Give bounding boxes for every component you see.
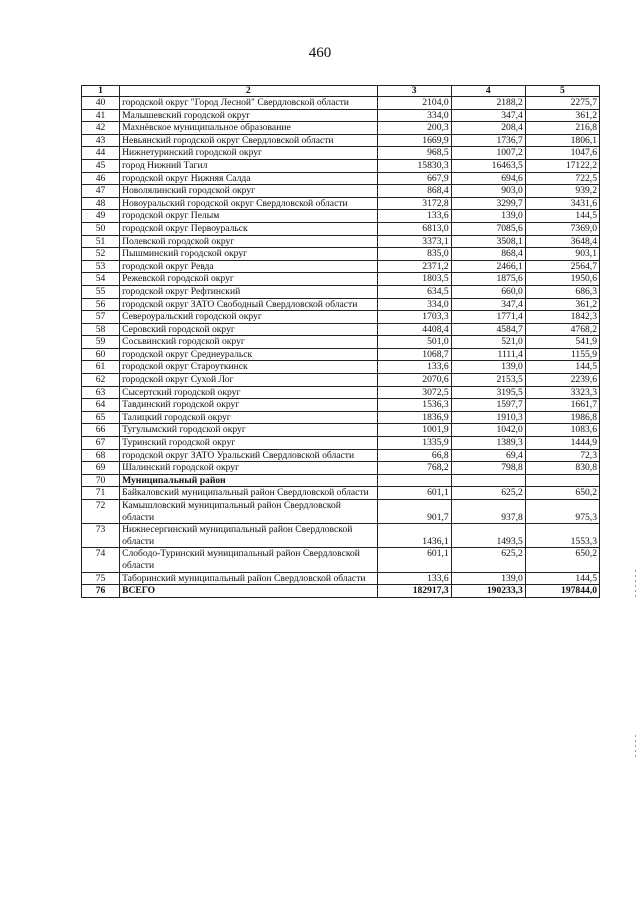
value-col-4: 1875,6 — [451, 273, 525, 286]
row-number: 52 — [82, 248, 120, 261]
value-col-5: 903,1 — [525, 248, 599, 261]
table-row — [82, 273, 600, 286]
value-col-3: 66,8 — [377, 449, 451, 462]
municipality-name: Нижнетуринский городской округ — [120, 147, 377, 160]
value-col-3: 601,1 — [377, 548, 451, 572]
value-col-4: 521,0 — [451, 336, 525, 349]
value-col-4: 868,4 — [451, 248, 525, 261]
table-row — [82, 298, 600, 311]
value-col-5: 1950,6 — [525, 273, 599, 286]
value-col-3: 6813,0 — [377, 222, 451, 235]
row-number: 76 — [82, 585, 120, 598]
value-col-3: 133,6 — [377, 572, 451, 585]
table-row — [82, 336, 600, 349]
value-col-4: 1736,7 — [451, 134, 525, 147]
table-row — [82, 474, 600, 487]
row-number: 49 — [82, 210, 120, 223]
table-row — [82, 449, 600, 462]
value-col-3: 15830,3 — [377, 159, 451, 172]
value-col-3: 133,6 — [377, 361, 451, 374]
value-col-5: 3648,4 — [525, 235, 599, 248]
value-col-4: 3195,5 — [451, 386, 525, 399]
value-col-3: 768,2 — [377, 462, 451, 475]
value-col-4: 69,4 — [451, 449, 525, 462]
value-col-3: 1436,1 — [377, 524, 451, 548]
value-col-4: 1111,4 — [451, 348, 525, 361]
table-row — [82, 109, 600, 122]
value-col-5: 2564,7 — [525, 260, 599, 273]
value-col-3: 1001,9 — [377, 424, 451, 437]
value-col-3: 1335,9 — [377, 437, 451, 450]
row-number: 55 — [82, 285, 120, 298]
table-row — [82, 147, 600, 160]
row-number: 61 — [82, 361, 120, 374]
table-row — [82, 159, 600, 172]
table-row — [82, 361, 600, 374]
municipality-name: Махнёвское муниципальное образование — [120, 122, 377, 135]
value-col-3: 968,5 — [377, 147, 451, 160]
row-number: 42 — [82, 122, 120, 135]
municipality-name: Камышловский муниципальный район Свердловской области — [120, 500, 377, 524]
value-col-3: 200,3 — [377, 122, 451, 135]
municipality-name: городской округ Пелым — [120, 210, 377, 223]
municipality-name: Байкаловский муниципальный район Свердловской области — [120, 487, 377, 500]
value-col-4: 1493,5 — [451, 524, 525, 548]
table-row — [82, 285, 600, 298]
row-number: 41 — [82, 109, 120, 122]
table-row — [82, 399, 600, 412]
scan-margin-mark — [635, 735, 636, 757]
value-col-5: 1553,3 — [525, 524, 599, 548]
municipality-name: Новоуральский городской округ Свердловской области — [120, 197, 377, 210]
value-col-3: 1803,5 — [377, 273, 451, 286]
table-row — [82, 222, 600, 235]
value-col-3: 1703,3 — [377, 311, 451, 324]
municipality-name: Тугулымский городской округ — [120, 424, 377, 437]
table-row — [82, 548, 600, 572]
table-row — [82, 260, 600, 273]
value-col-5: 1806,1 — [525, 134, 599, 147]
table-row — [82, 210, 600, 223]
value-col-4: 937,8 — [451, 500, 525, 524]
value-col-4: 1042,0 — [451, 424, 525, 437]
value-col-5: 975,3 — [525, 500, 599, 524]
table-row — [82, 97, 600, 110]
table-row — [82, 462, 600, 475]
municipality-name: городской округ Староуткинск — [120, 361, 377, 374]
row-number: 57 — [82, 311, 120, 324]
value-col-5: 197844,0 — [525, 585, 599, 598]
table-row — [82, 134, 600, 147]
value-col-5: 722,5 — [525, 172, 599, 185]
municipality-name: Сосьвинский городской округ — [120, 336, 377, 349]
value-col-4: 139,0 — [451, 572, 525, 585]
municipality-name: Слободо-Туринский муниципальный район Свердловской области — [120, 548, 377, 572]
value-col-4: 625,2 — [451, 487, 525, 500]
municipality-name: городской округ Сухой Лог — [120, 374, 377, 387]
municipality-name: городской округ Ревда — [120, 260, 377, 273]
table-row — [82, 585, 600, 598]
value-col-3: 1536,3 — [377, 399, 451, 412]
value-col-5: 1986,8 — [525, 411, 599, 424]
scan-margin-mark — [635, 570, 636, 598]
value-col-5: 686,3 — [525, 285, 599, 298]
table-row — [82, 235, 600, 248]
value-col-4: 1389,3 — [451, 437, 525, 450]
value-col-4: 347,4 — [451, 298, 525, 311]
value-col-5: 361,2 — [525, 109, 599, 122]
value-col-5 — [525, 474, 599, 487]
value-col-3: 868,4 — [377, 185, 451, 198]
value-col-3: 634,5 — [377, 285, 451, 298]
value-col-3: 901,7 — [377, 500, 451, 524]
value-col-3: 667,9 — [377, 172, 451, 185]
municipality-name: Серовский городской округ — [120, 323, 377, 336]
table-row — [82, 172, 600, 185]
value-col-5: 939,2 — [525, 185, 599, 198]
value-col-4: 208,4 — [451, 122, 525, 135]
row-number: 59 — [82, 336, 120, 349]
row-number: 45 — [82, 159, 120, 172]
budget-table — [81, 85, 600, 598]
municipality-name: Нижнесергинский муниципальный район Свердловской области — [120, 524, 377, 548]
municipality-name: ВСЕГО — [120, 585, 377, 598]
row-number: 43 — [82, 134, 120, 147]
value-col-4: 347,4 — [451, 109, 525, 122]
row-number: 64 — [82, 399, 120, 412]
value-col-4: 7085,6 — [451, 222, 525, 235]
value-col-4: 139,0 — [451, 210, 525, 223]
municipality-name: городской округ ЗАТО Свободный Свердловской области — [120, 298, 377, 311]
table-body — [82, 97, 600, 598]
municipality-name: Новолялинский городской округ — [120, 185, 377, 198]
row-number: 47 — [82, 185, 120, 198]
value-col-5: 144,5 — [525, 361, 599, 374]
value-col-3: 3172,8 — [377, 197, 451, 210]
row-number: 44 — [82, 147, 120, 160]
municipality-name: городской округ Нижняя Салда — [120, 172, 377, 185]
page-number: 460 — [308, 45, 332, 61]
municipality-name: Тавдинский городской округ — [120, 399, 377, 412]
row-number: 53 — [82, 260, 120, 273]
value-col-5: 830,8 — [525, 462, 599, 475]
table-row — [82, 197, 600, 210]
municipality-name: Североуральский городской округ — [120, 311, 377, 324]
row-number: 66 — [82, 424, 120, 437]
value-col-3: 1068,7 — [377, 348, 451, 361]
value-col-3: 3373,1 — [377, 235, 451, 248]
table-row — [82, 437, 600, 450]
value-col-4: 903,0 — [451, 185, 525, 198]
value-col-5: 2275,7 — [525, 97, 599, 110]
table-row — [82, 572, 600, 585]
row-number: 50 — [82, 222, 120, 235]
row-number: 71 — [82, 487, 120, 500]
row-number: 46 — [82, 172, 120, 185]
header-row — [82, 86, 600, 97]
value-col-5: 144,5 — [525, 210, 599, 223]
row-number: 63 — [82, 386, 120, 399]
value-col-5: 216,8 — [525, 122, 599, 135]
value-col-3 — [377, 474, 451, 487]
table-row — [82, 386, 600, 399]
value-col-3: 4408,4 — [377, 323, 451, 336]
value-col-4 — [451, 474, 525, 487]
value-col-3: 3072,5 — [377, 386, 451, 399]
value-col-5: 1842,3 — [525, 311, 599, 324]
value-col-5: 361,2 — [525, 298, 599, 311]
row-number: 68 — [82, 449, 120, 462]
table-row — [82, 311, 600, 324]
value-col-5: 541,9 — [525, 336, 599, 349]
municipality-name: Сысертский городской округ — [120, 386, 377, 399]
table-row — [82, 500, 600, 524]
value-col-4: 3508,1 — [451, 235, 525, 248]
municipality-name: городской округ Первоуральск — [120, 222, 377, 235]
value-col-5: 1661,7 — [525, 399, 599, 412]
value-col-4: 798,8 — [451, 462, 525, 475]
value-col-5: 4768,2 — [525, 323, 599, 336]
municipality-name: Туринский городской округ — [120, 437, 377, 450]
municipality-name: городской округ Среднеуральск — [120, 348, 377, 361]
value-col-3: 1836,9 — [377, 411, 451, 424]
value-col-5: 3323,3 — [525, 386, 599, 399]
value-col-4: 625,2 — [451, 548, 525, 572]
value-col-4: 4584,7 — [451, 323, 525, 336]
value-col-3: 1669,9 — [377, 134, 451, 147]
value-col-4: 660,0 — [451, 285, 525, 298]
value-col-4: 2466,1 — [451, 260, 525, 273]
value-col-3: 601,1 — [377, 487, 451, 500]
value-col-4: 190233,3 — [451, 585, 525, 598]
value-col-5: 144,5 — [525, 572, 599, 585]
row-number: 70 — [82, 474, 120, 487]
row-number: 56 — [82, 298, 120, 311]
header-col-4: 4 — [451, 86, 525, 97]
table-row — [82, 185, 600, 198]
row-number: 73 — [82, 524, 120, 548]
value-col-3: 2371,2 — [377, 260, 451, 273]
municipality-name: Невьянский городской округ Свердловской области — [120, 134, 377, 147]
municipality-name: Режевской городской округ — [120, 273, 377, 286]
value-col-5: 650,2 — [525, 487, 599, 500]
value-col-4: 2188,2 — [451, 97, 525, 110]
row-number: 62 — [82, 374, 120, 387]
value-col-4: 1771,4 — [451, 311, 525, 324]
row-number: 69 — [82, 462, 120, 475]
table-row — [82, 122, 600, 135]
header-col-3: 3 — [377, 86, 451, 97]
municipality-name: городской округ "Город Лесной" Свердловской области — [120, 97, 377, 110]
table-row — [82, 348, 600, 361]
value-col-5: 17122,2 — [525, 159, 599, 172]
table-header — [82, 86, 600, 97]
row-number: 72 — [82, 500, 120, 524]
value-col-5: 2239,6 — [525, 374, 599, 387]
header-col-2: 2 — [120, 86, 377, 97]
row-number: 48 — [82, 197, 120, 210]
table-row — [82, 248, 600, 261]
municipality-name: городской округ ЗАТО Уральский Свердловской области — [120, 449, 377, 462]
value-col-4: 1910,3 — [451, 411, 525, 424]
value-col-5: 1047,6 — [525, 147, 599, 160]
header-col-1: 1 — [82, 86, 120, 97]
municipality-name: городской округ Рефтинский — [120, 285, 377, 298]
value-col-5: 1155,9 — [525, 348, 599, 361]
row-number: 40 — [82, 97, 120, 110]
value-col-3: 182917,3 — [377, 585, 451, 598]
table-row — [82, 411, 600, 424]
municipality-name: Пышминский городской округ — [120, 248, 377, 261]
value-col-3: 2070,6 — [377, 374, 451, 387]
table-row — [82, 323, 600, 336]
value-col-3: 334,0 — [377, 109, 451, 122]
value-col-5: 3431,6 — [525, 197, 599, 210]
row-number: 65 — [82, 411, 120, 424]
municipality-name: Полевской городской округ — [120, 235, 377, 248]
value-col-4: 3299,7 — [451, 197, 525, 210]
municipality-name: Талицкий городской округ — [120, 411, 377, 424]
value-col-5: 650,2 — [525, 548, 599, 572]
row-number: 51 — [82, 235, 120, 248]
row-number: 58 — [82, 323, 120, 336]
row-number: 60 — [82, 348, 120, 361]
value-col-4: 2153,5 — [451, 374, 525, 387]
table-row — [82, 524, 600, 548]
value-col-3: 2104,0 — [377, 97, 451, 110]
row-number: 67 — [82, 437, 120, 450]
header-col-5: 5 — [525, 86, 599, 97]
value-col-5: 1444,9 — [525, 437, 599, 450]
value-col-5: 72,3 — [525, 449, 599, 462]
value-col-5: 1083,6 — [525, 424, 599, 437]
table-row — [82, 424, 600, 437]
row-number: 75 — [82, 572, 120, 585]
table-row — [82, 374, 600, 387]
value-col-4: 1007,2 — [451, 147, 525, 160]
row-number: 74 — [82, 548, 120, 572]
value-col-4: 139,0 — [451, 361, 525, 374]
municipality-name: Малышевский городской округ — [120, 109, 377, 122]
municipality-name: город Нижний Тагил — [120, 159, 377, 172]
row-number: 54 — [82, 273, 120, 286]
municipality-name: Таборинский муниципальный район Свердловской области — [120, 572, 377, 585]
table-row — [82, 487, 600, 500]
value-col-4: 16463,5 — [451, 159, 525, 172]
value-col-5: 7369,0 — [525, 222, 599, 235]
value-col-3: 334,0 — [377, 298, 451, 311]
municipality-name: Шалинский городской округ — [120, 462, 377, 475]
value-col-4: 1597,7 — [451, 399, 525, 412]
municipality-name: Муниципальный район — [120, 474, 377, 487]
value-col-3: 501,0 — [377, 336, 451, 349]
value-col-4: 694,6 — [451, 172, 525, 185]
value-col-3: 133,6 — [377, 210, 451, 223]
value-col-3: 835,0 — [377, 248, 451, 261]
